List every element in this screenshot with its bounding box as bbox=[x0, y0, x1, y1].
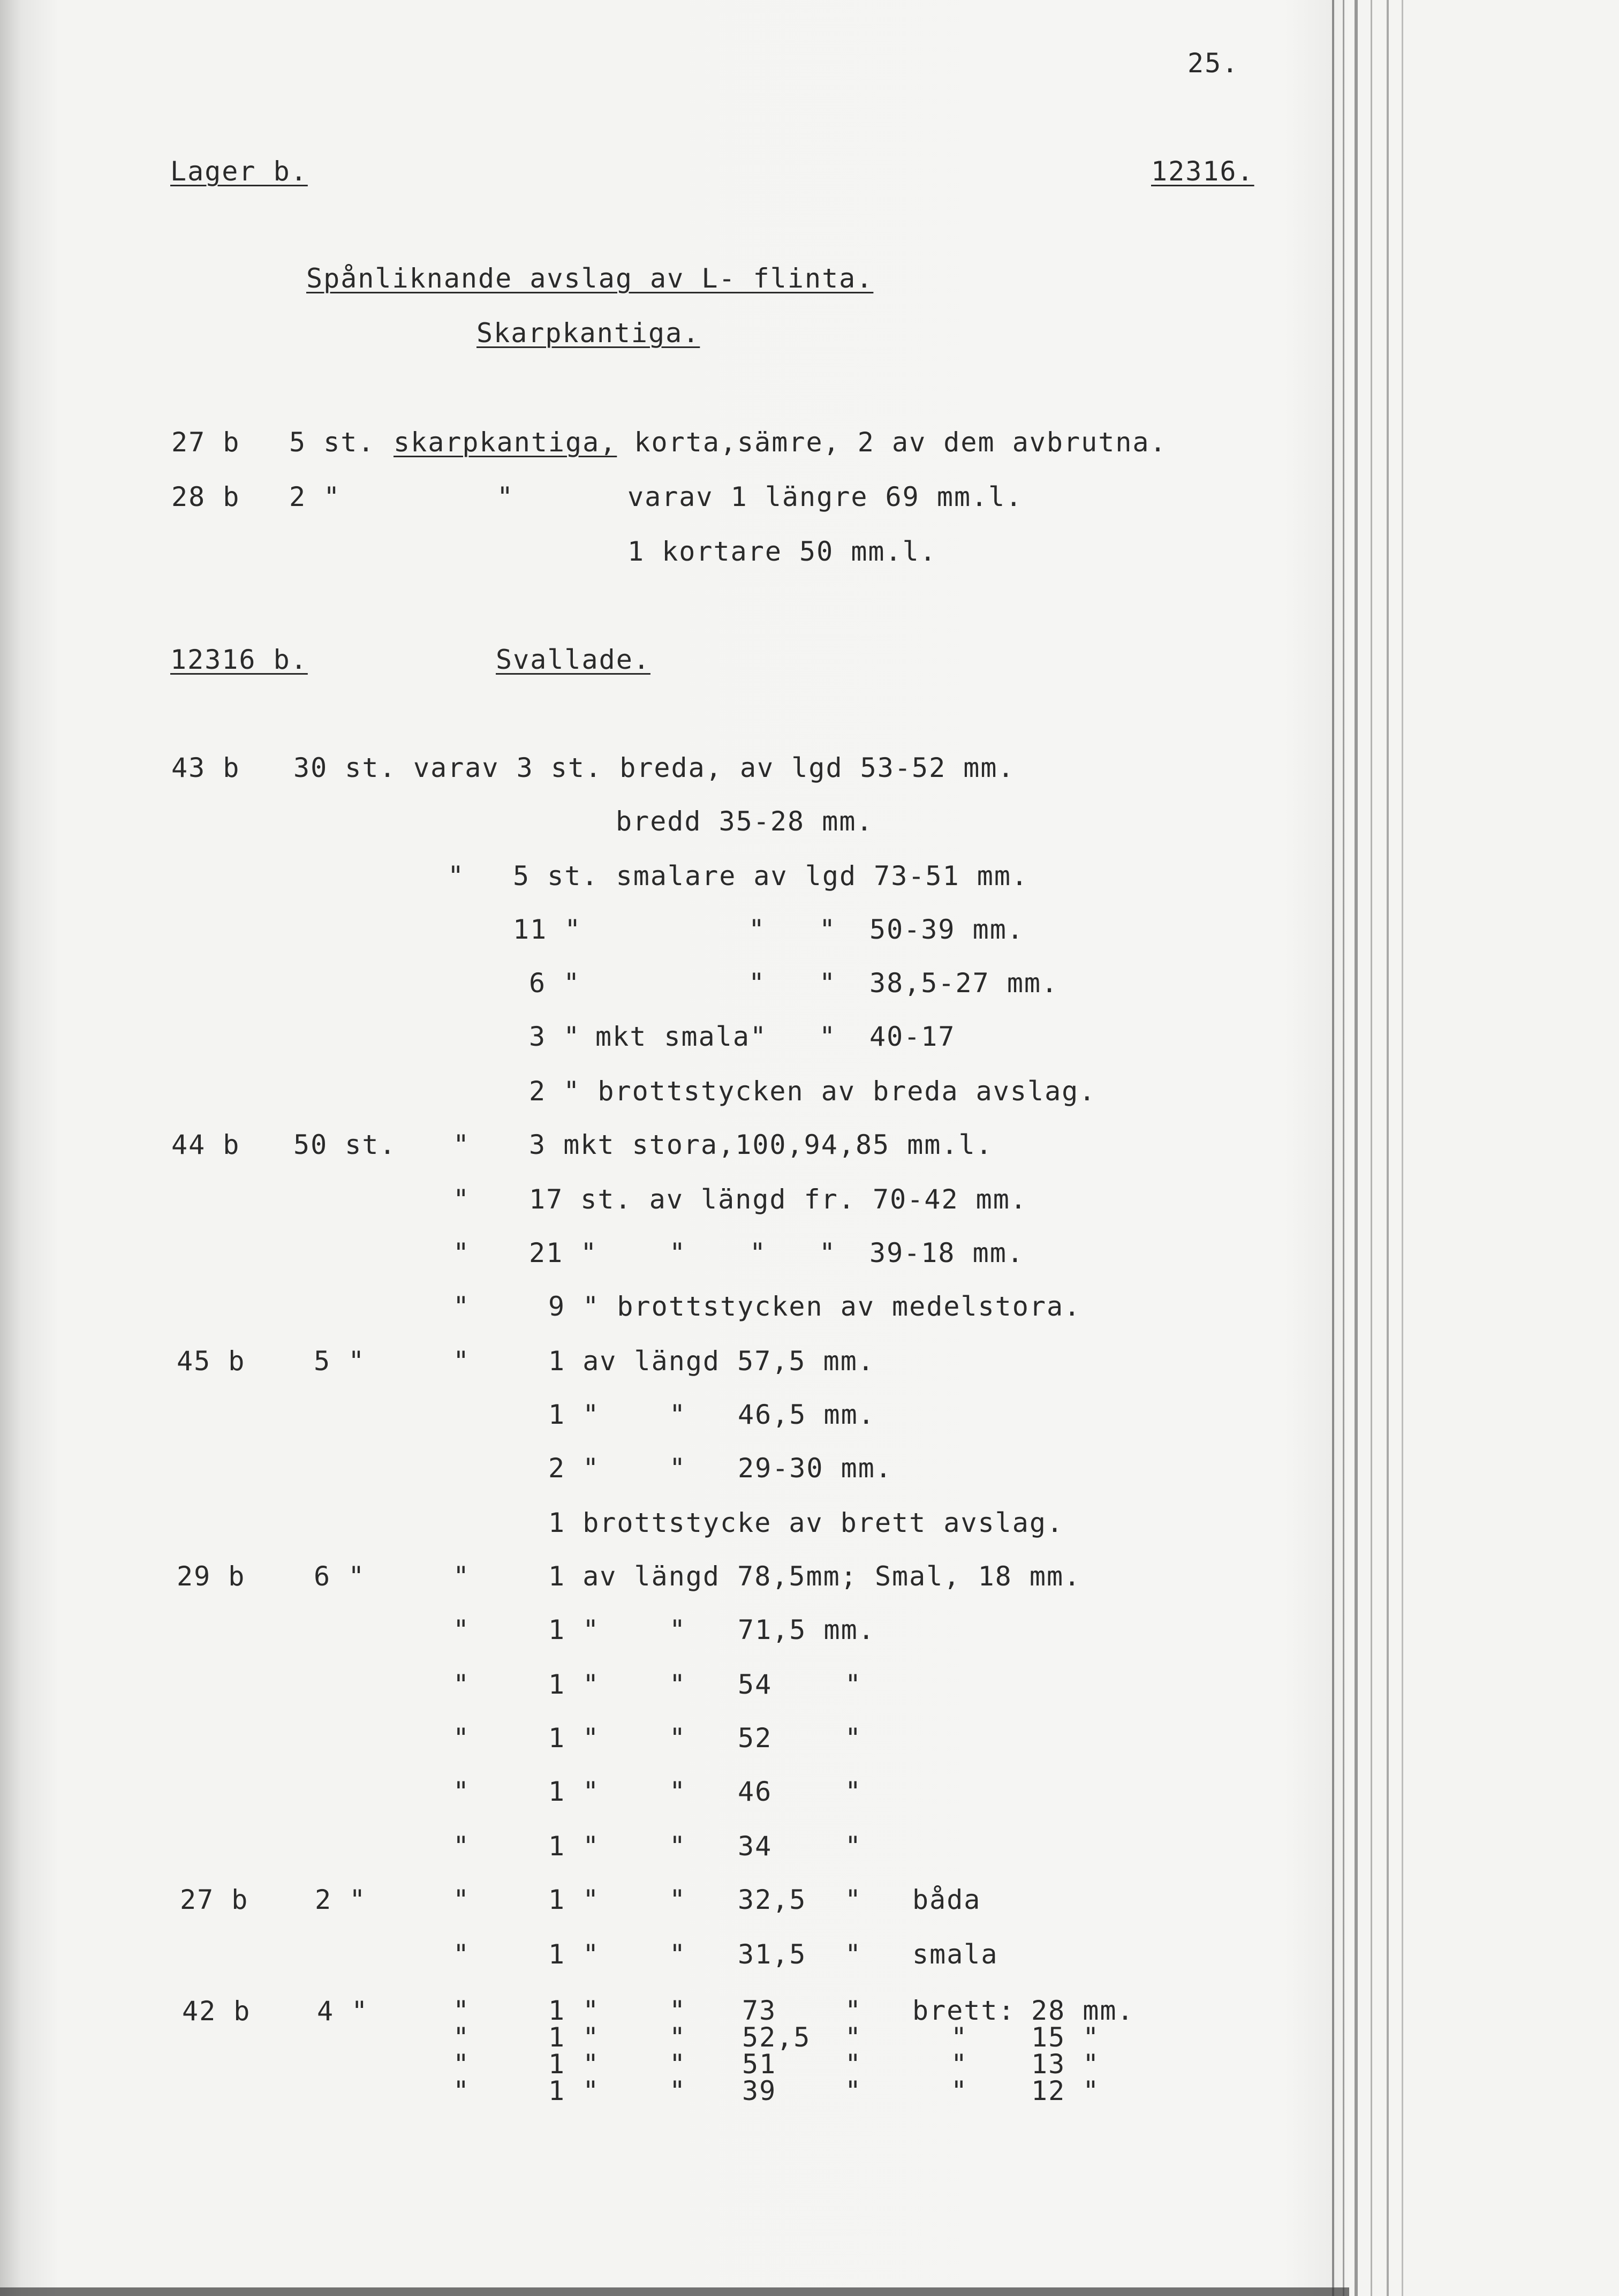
entry-desc: varav 3 st. breda, av lgd 53-52 mm. bbox=[413, 752, 1015, 783]
ditto-mark: " bbox=[845, 1723, 863, 1754]
ditto-mark: " bbox=[453, 1723, 471, 1754]
header-left: Lager b. bbox=[170, 156, 308, 187]
sub-count: 1 " bbox=[548, 1831, 600, 1862]
ditto-mark: " bbox=[453, 1776, 471, 1807]
ditto-mark: " bbox=[669, 1453, 687, 1484]
measure-value: 73 bbox=[742, 1995, 777, 2026]
sub-count: 11 " bbox=[513, 914, 582, 945]
ditto-mark: " bbox=[669, 1723, 687, 1754]
measure-value: 39 bbox=[742, 2075, 777, 2106]
sub-count: 1 " bbox=[548, 1939, 600, 1970]
entry-note: smala bbox=[912, 1939, 998, 1970]
ditto-mark: " bbox=[453, 1939, 471, 1970]
ditto-mark: " bbox=[453, 1669, 471, 1700]
ditto-mark: " bbox=[669, 1399, 687, 1430]
page-edge-shadow bbox=[1402, 0, 1403, 2296]
ditto-mark: " bbox=[453, 1995, 471, 2026]
sub-count: 6 " bbox=[529, 968, 581, 999]
ditto-mark: " bbox=[669, 2049, 687, 2080]
entry-desc: 5 st. smalare av lgd 73-51 mm. bbox=[513, 860, 1029, 892]
ditto-mark: " bbox=[819, 1021, 837, 1052]
measure-value: 31,5 bbox=[738, 1939, 807, 1970]
sub-count: 1 " bbox=[548, 2049, 600, 2080]
ditto-mark: " bbox=[845, 2022, 863, 2053]
page-edge-shadow bbox=[1371, 0, 1372, 2296]
measure-value: 46,5 mm. bbox=[738, 1399, 875, 1430]
entry-desc: 3 mkt stora,100,94,85 mm.l. bbox=[529, 1129, 993, 1160]
entry-count: 5 st. bbox=[289, 427, 375, 458]
entry-id: 29 b bbox=[177, 1561, 246, 1592]
width-value: 28 mm. bbox=[1031, 1995, 1134, 2026]
entry-desc: 1 brottstycke av brett avslag. bbox=[548, 1507, 1064, 1538]
ditto-mark: " bbox=[453, 1237, 471, 1268]
measure-value: 34 bbox=[738, 1831, 773, 1862]
sub-count: 1 " bbox=[548, 1776, 600, 1807]
sub-count: 21 " bbox=[529, 1237, 598, 1268]
ditto-mark: " bbox=[453, 1614, 471, 1645]
entry-desc-rest: korta,sämre, 2 av dem avbrutna. bbox=[617, 427, 1167, 458]
entry-count: 2 " bbox=[315, 1884, 367, 1915]
width-label: " bbox=[951, 2075, 969, 2106]
section-title: Svallade. bbox=[496, 644, 650, 675]
entry-count: 30 st. bbox=[293, 752, 397, 783]
entry-desc: varav 1 längre 69 mm.l. bbox=[627, 481, 1023, 512]
ditto-mark: " bbox=[748, 914, 766, 945]
entry-desc: 1 kortare 50 mm.l. bbox=[627, 536, 937, 567]
entry-id: 28 b bbox=[171, 481, 240, 512]
page-number: 25. bbox=[1187, 48, 1239, 79]
page-bottom-edge bbox=[0, 2287, 1349, 2296]
ditto-mark: " bbox=[845, 2049, 863, 2080]
width-value: 15 " bbox=[1031, 2022, 1100, 2053]
ditto-mark: " bbox=[453, 2075, 471, 2106]
ditto-mark: " bbox=[845, 1831, 863, 1862]
entry-desc: 1 av längd 57,5 mm. bbox=[548, 1346, 875, 1377]
ditto-mark: " bbox=[819, 914, 837, 945]
ditto-mark: " bbox=[845, 1776, 863, 1807]
entry-desc: mkt smala" bbox=[595, 1021, 768, 1052]
ditto-mark: " bbox=[845, 1884, 863, 1915]
entry-desc-underlined: skarpkantiga, bbox=[394, 427, 617, 458]
ditto-mark: " bbox=[453, 2022, 471, 2053]
ditto-mark: " bbox=[845, 1939, 863, 1970]
entry-desc: 2 " brottstycken av breda avslag. bbox=[529, 1076, 1096, 1107]
entry-count: 50 st. bbox=[293, 1129, 397, 1160]
ditto-mark: " bbox=[669, 1939, 687, 1970]
page-edge-shadow bbox=[1332, 0, 1334, 2296]
ditto-mark: " bbox=[669, 1237, 687, 1268]
ditto-mark: " bbox=[845, 2075, 863, 2106]
measure-value: 54 bbox=[738, 1669, 773, 1700]
section-title: Spånliknande avslag av L- flinta. bbox=[306, 263, 874, 294]
ditto-mark: " bbox=[453, 1884, 471, 1915]
ditto-mark: " bbox=[748, 968, 766, 999]
entry-id: 27 b bbox=[180, 1884, 249, 1915]
ditto-mark: " bbox=[453, 2049, 471, 2080]
measure-value: 52 bbox=[738, 1723, 773, 1754]
measure-value: 71,5 mm. bbox=[738, 1614, 875, 1645]
measure-value: 50-39 mm. bbox=[869, 914, 1024, 945]
ditto-mark: " bbox=[669, 1776, 687, 1807]
width-label: brett: bbox=[912, 1995, 1016, 2026]
sub-count: 1 " bbox=[548, 1399, 600, 1430]
measure-value: 52,5 bbox=[742, 2022, 811, 2053]
section-subtitle: Skarpkantiga. bbox=[476, 318, 700, 349]
sub-count: 1 " bbox=[548, 1884, 600, 1915]
ditto-mark: " bbox=[845, 1669, 863, 1700]
ditto-mark: " bbox=[453, 1561, 471, 1592]
ditto-mark: " bbox=[750, 1237, 767, 1268]
width-label: " bbox=[951, 2022, 969, 2053]
ditto-mark: " bbox=[453, 1346, 471, 1377]
entry-id: 27 b bbox=[171, 427, 240, 458]
width-value: 12 " bbox=[1031, 2075, 1100, 2106]
sub-count: 3 " bbox=[529, 1021, 581, 1052]
sub-count: 1 " bbox=[548, 1995, 600, 2026]
measure-value: 40-17 bbox=[869, 1021, 956, 1052]
measure-value: 39-18 mm. bbox=[869, 1237, 1024, 1268]
ditto-mark: " bbox=[669, 1669, 687, 1700]
entry-id: 42 b bbox=[182, 1996, 251, 2027]
ditto-mark: " bbox=[669, 1614, 687, 1645]
measure-value: 51 bbox=[742, 2049, 777, 2080]
entry-desc bbox=[394, 426, 1167, 458]
measure-value: 29-30 mm. bbox=[738, 1453, 892, 1484]
ditto-mark: " bbox=[669, 2075, 687, 2106]
entry-count: 2 " bbox=[289, 481, 341, 512]
sub-count: 2 " bbox=[548, 1453, 600, 1484]
measure-value: 32,5 bbox=[738, 1884, 807, 1915]
page-edge-shadow bbox=[1387, 0, 1389, 2296]
ditto-mark: " bbox=[819, 968, 837, 999]
ditto-mark: " bbox=[448, 860, 465, 892]
entry-desc: 1 av längd 78,5mm; Smal, 18 mm. bbox=[548, 1561, 1081, 1592]
page-edge-shadow bbox=[1343, 0, 1344, 2296]
ditto-mark: " bbox=[819, 1237, 837, 1268]
ditto-mark: " bbox=[669, 1884, 687, 1915]
entry-desc: 9 " brottstycken av medelstora. bbox=[548, 1291, 1081, 1322]
entry-note: båda bbox=[912, 1884, 981, 1915]
measure-value: 38,5-27 mm. bbox=[869, 968, 1059, 999]
ditto-mark: " bbox=[669, 1831, 687, 1862]
header-right: 12316. bbox=[1151, 156, 1254, 187]
entry-count: 6 " bbox=[314, 1561, 366, 1592]
entry-count: 4 " bbox=[317, 1996, 369, 2027]
entry-count: 5 " bbox=[314, 1346, 366, 1377]
width-label: " bbox=[951, 2049, 969, 2080]
ditto-mark: " bbox=[845, 1995, 863, 2026]
entry-id: 44 b bbox=[171, 1129, 240, 1160]
ditto-mark: " bbox=[453, 1831, 471, 1862]
section-label: 12316 b. bbox=[170, 644, 308, 675]
sub-count: 1 " bbox=[548, 1669, 600, 1700]
sub-count: 1 " bbox=[548, 2022, 600, 2053]
entry-id: 43 b bbox=[171, 752, 240, 783]
ditto-mark: " bbox=[669, 1995, 687, 2026]
ditto-mark: " bbox=[453, 1129, 471, 1160]
width-value: 13 " bbox=[1031, 2049, 1100, 2080]
ditto-mark: " bbox=[497, 481, 515, 512]
sub-count: 1 " bbox=[548, 1723, 600, 1754]
entry-id: 45 b bbox=[177, 1346, 246, 1377]
ditto-mark: " bbox=[669, 2022, 687, 2053]
measure-value: 46 bbox=[738, 1776, 773, 1807]
ditto-mark: " bbox=[453, 1291, 471, 1322]
sub-count: 1 " bbox=[548, 1614, 600, 1645]
ditto-mark: " bbox=[453, 1184, 471, 1215]
page-edge-shadow bbox=[1355, 0, 1358, 2296]
entry-desc: 17 st. av längd fr. 70-42 mm. bbox=[529, 1184, 1027, 1215]
sub-count: 1 " bbox=[548, 2075, 600, 2106]
entry-desc: bredd 35-28 mm. bbox=[616, 806, 874, 837]
